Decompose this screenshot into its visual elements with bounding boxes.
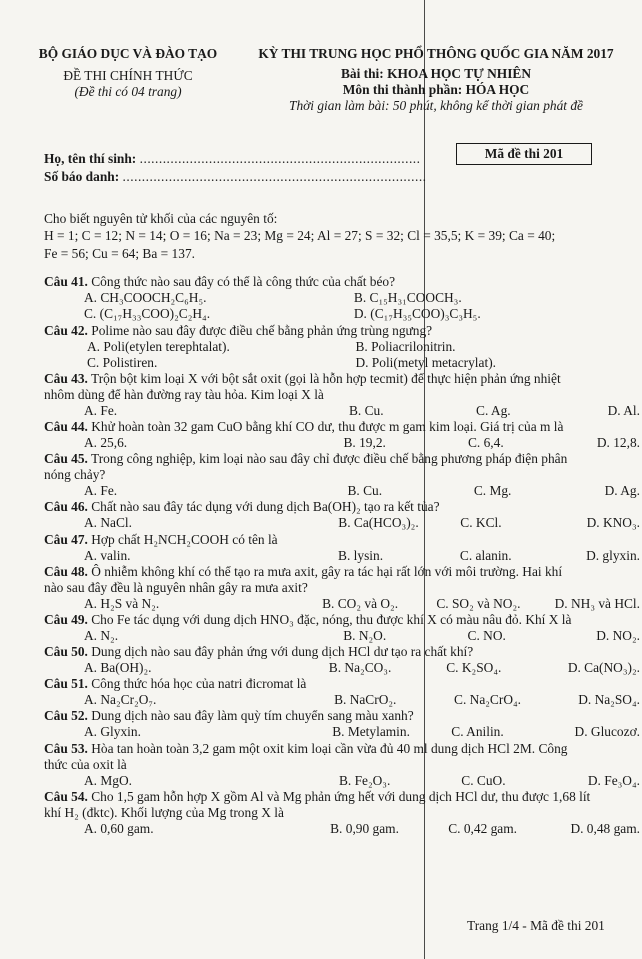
option-d[interactable]: D. Na₂SO₄. [578, 692, 640, 708]
question-45: Câu 45. Trong công nghiệp, kim loại nào sau đây chỉ được điều chế bằng phương pháp điện phân nóng chảy? A. Fe. B. Cu. C. Mg. D. Ag. [44, 451, 640, 499]
option-a[interactable]: A. Fe. [84, 402, 118, 418]
option-b[interactable]: B. CO₂ và O₂. [322, 595, 399, 611]
option-d[interactable]: D. KNO₃. [586, 515, 640, 531]
option-b[interactable]: B. 19,2. [343, 435, 386, 451]
option-a[interactable]: A. Ba(OH)₂. [84, 660, 152, 676]
exam-body [44, 210, 640, 837]
option-b[interactable]: B. Metylamin. [332, 724, 410, 740]
question-51: Câu 51. Công thức hóa học của natri đicromat là A. Na₂Cr₂O₇. B. NaCrO₂. C. Na₂CrO₄. D. Na₂SO₄. [44, 676, 640, 708]
question-46: Câu 46. Chất nào sau đây tác dụng với dung dịch Ba(OH)₂ tạo ra kết tủa? A. NaCl. B. Ca(HCO₃)₂. C. KCl. D. KNO₃. [44, 499, 640, 531]
option-d[interactable]: D. Ag. [604, 483, 640, 499]
option-a[interactable]: A. NaCl. [84, 515, 132, 531]
option-d[interactable]: D. Poli(metyl metacrylat). [355, 354, 496, 370]
option-c[interactable]: C. K₂SO₄. [446, 660, 502, 676]
subject-line: Bài thi: KHOA HỌC TỰ NHIÊN [340, 66, 532, 82]
option-c[interactable]: C. CuO. [461, 772, 506, 788]
option-c[interactable]: C. Na₂CrO₄. [454, 692, 522, 708]
name-field[interactable]: Họ, tên thí sinh: ......................................................................... [44, 151, 421, 166]
option-c[interactable]: C. alanin. [459, 547, 512, 563]
option-b[interactable]: B. Fe₂O₃. [338, 772, 391, 788]
option-a[interactable]: A. Poli(etylen terephtalat). [87, 338, 230, 354]
question-53: Câu 53. Hòa tan hoàn toàn 3,2 gam một oxit kim loại cần vừa đủ 40 ml dung dịch HCl 2M. Công thức của oxit là A. MgO. B. Fe₂O₃. C. CuO. D. Fe₃O₄. [44, 740, 640, 788]
option-d[interactable]: D. NO₂. [596, 627, 640, 643]
option-a[interactable]: A. MgO. [84, 772, 132, 788]
option-d[interactable]: D. Ca(NO₃)₂. [567, 660, 640, 676]
option-b[interactable]: B. 0,90 gam. [330, 820, 399, 836]
option-d[interactable]: D. (C₁₇H₃₅COO)₃C₃H₅. [353, 306, 481, 322]
atomic-masses: Cho biết nguyên tử khối của các nguyên tố: H = 1; C = 12; N = 14; O = 16; Na = 23; Mg = 24; Al = 27; S = 32; Cl = 35,5; K = 39; Ca = 40; Fe = 56; Cu = 64; Ba = 137. [44, 211, 556, 261]
option-d[interactable]: D. glyxin. [586, 547, 640, 563]
option-a[interactable]: A. CH₃COOCH₂C₆H₅. [84, 290, 207, 306]
page-footer: Trang 1/4 - Mã đề thi 201 [467, 918, 605, 933]
option-b[interactable]: B. Ca(HCO₃)₂. [338, 515, 419, 531]
option-c[interactable]: C. Polistiren. [87, 354, 158, 370]
option-c[interactable]: C. KCl. [460, 515, 502, 531]
id-field[interactable]: Số báo danh: ............................................................................... [44, 168, 427, 184]
time-line: Thời gian làm bài: 50 phút, không kể thời gian phát đề [289, 98, 583, 114]
question-50: Câu 50. Dung dịch nào sau đây phản ứng với dung dịch HCl dư tạo ra chất khí? A. Ba(OH)₂. B. Na₂CO₃. C. K₂SO₄. D. Ca(NO₃)₂. [44, 644, 640, 676]
option-a[interactable]: A. 25,6. [84, 435, 128, 451]
option-c[interactable]: C. NO. [467, 627, 506, 643]
option-d[interactable]: D. Al. [607, 402, 640, 418]
question-42: Câu 42. Polime nào sau đây được điều chế bằng phản ứng trùng ngưng? A. Poli(etylen terephtalat). B. Poliacrilonitrin. C. Polistiren. D. Poli(metyl metacrylat). [44, 323, 640, 371]
option-d[interactable]: D. Glucozơ. [574, 724, 640, 740]
question-47: Câu 47. Hợp chất H₂NCH₂COOH có tên là A. valin. B. lysin. C. alanin. D. glyxin. [44, 531, 640, 563]
question-52: Câu 52. Dung dịch nào sau đây làm quỳ tím chuyển sang màu xanh? A. Glyxin. B. Metylamin. C. Anilin. D. Glucozơ. [44, 708, 640, 740]
student-info [44, 150, 427, 185]
exam-code-box: Mã đề thi 201 [456, 143, 592, 165]
option-a[interactable]: A. Glyxin. [84, 724, 141, 740]
question-48: Câu 48. Ô nhiễm không khí có thể tạo ra mưa axit, gây ra tác hại rất lớn với môi trường. Hai khí nào sau đây đều là nguyên nhân gây ra mưa axit? A. H₂S và N₂. B. CO₂ và O₂. C. SO₂ và NO₂. D. NH₃ và HCl. [44, 563, 640, 611]
option-d[interactable]: D. NH₃ và HCl. [554, 595, 640, 611]
header-left [18, 46, 238, 100]
option-c[interactable]: C. 0,42 gam. [448, 820, 518, 836]
option-c[interactable]: C. Ag. [476, 402, 511, 418]
option-a[interactable]: A. Fe. [84, 483, 118, 499]
component-line: Môn thi thành phần: HÓA HỌC [342, 82, 530, 98]
option-a[interactable]: A. N₂. [84, 627, 119, 643]
question-54: Câu 54. Cho 1,5 gam hỗn hợp X gồm Al và Mg phản ứng hết với dung dịch HCl dư, thu được 1,68 lít khí H₂ (đktc). Khối lượng của Mg trong X là A. 0,60 gam. B. 0,90 gam. C. 0,42 gam. D. 0,48 gam. [44, 788, 640, 836]
exam-title: KỲ THI TRUNG HỌC PHỔ THÔNG QUỐC GIA NĂM 2017 [258, 46, 614, 61]
option-d[interactable]: D. 0,48 gam. [570, 820, 640, 836]
option-a[interactable]: A. 0,60 gam. [84, 820, 154, 836]
option-b[interactable]: B. Na₂CO₃. [328, 660, 392, 676]
pages-note: (Đề thi có 04 trang) [74, 84, 182, 100]
option-b[interactable]: B. Cu. [348, 402, 384, 418]
question-44: Câu 44. Khử hoàn toàn 32 gam CuO bằng khí CO dư, thu được m gam kim loại. Giá trị của m là A. 25,6. B. 19,2. C. 6,4. D. 12,8. [44, 418, 640, 451]
option-b[interactable]: B. N₂O. [343, 627, 387, 643]
option-b[interactable]: B. lysin. [338, 547, 384, 563]
option-d[interactable]: D. Fe₃O₄. [587, 772, 640, 788]
option-b[interactable]: B. Cu. [347, 483, 383, 499]
option-a[interactable]: A. valin. [84, 547, 131, 563]
option-c[interactable]: C. Mg. [473, 483, 512, 499]
header-right [236, 46, 636, 114]
option-c[interactable]: C. SO₂ và NO₂. [436, 595, 521, 611]
question-41: Câu 41. Công thức nào sau đây có thể là công thức của chất béo? A. CH₃COOCH₂C₆H₅. B. C₁₅H₃₁COOCH₃. C. (C₁₇H₃₃COO)₂C₂H₄. D. (C₁₇H₃₅COO)₃C₃H₅. [44, 274, 640, 322]
option-a[interactable]: A. Na₂Cr₂O₇. [84, 692, 157, 708]
question-43: Câu 43. Trộn bột kim loại X với bột sắt oxit (gọi là hỗn hợp tecmit) để thực hiện phản ứng nhiệt nhôm dùng để hàn đường ray tàu hỏa. Kim loại X là A. Fe. B. Cu. C. Ag. D. Al. [44, 370, 640, 418]
option-b[interactable]: B. C₁₅H₃₁COOCH₃. [353, 290, 462, 306]
option-c[interactable]: C. 6,4. [467, 435, 504, 451]
option-c[interactable]: C. (C₁₇H₃₃COO)₂C₂H₄. [84, 306, 211, 322]
option-b[interactable]: B. NaCrO₂. [334, 692, 397, 708]
option-c[interactable]: C. Anilin. [451, 724, 504, 740]
official-label: ĐỀ THI CHÍNH THỨC [63, 68, 193, 84]
option-a[interactable]: A. H₂S và N₂. [84, 595, 160, 611]
option-d[interactable]: D. 12,8. [596, 435, 640, 451]
question-49: Câu 49. Cho Fe tác dụng với dung dịch HNO₃ đặc, nóng, thu được khí X có màu nâu đỏ. Khí X là A. N₂. B. N₂O. C. NO. D. NO₂. [44, 611, 640, 643]
option-b[interactable]: B. Poliacrilonitrin. [355, 338, 456, 354]
ministry-name: BỘ GIÁO DỤC VÀ ĐÀO TẠO [38, 46, 218, 61]
